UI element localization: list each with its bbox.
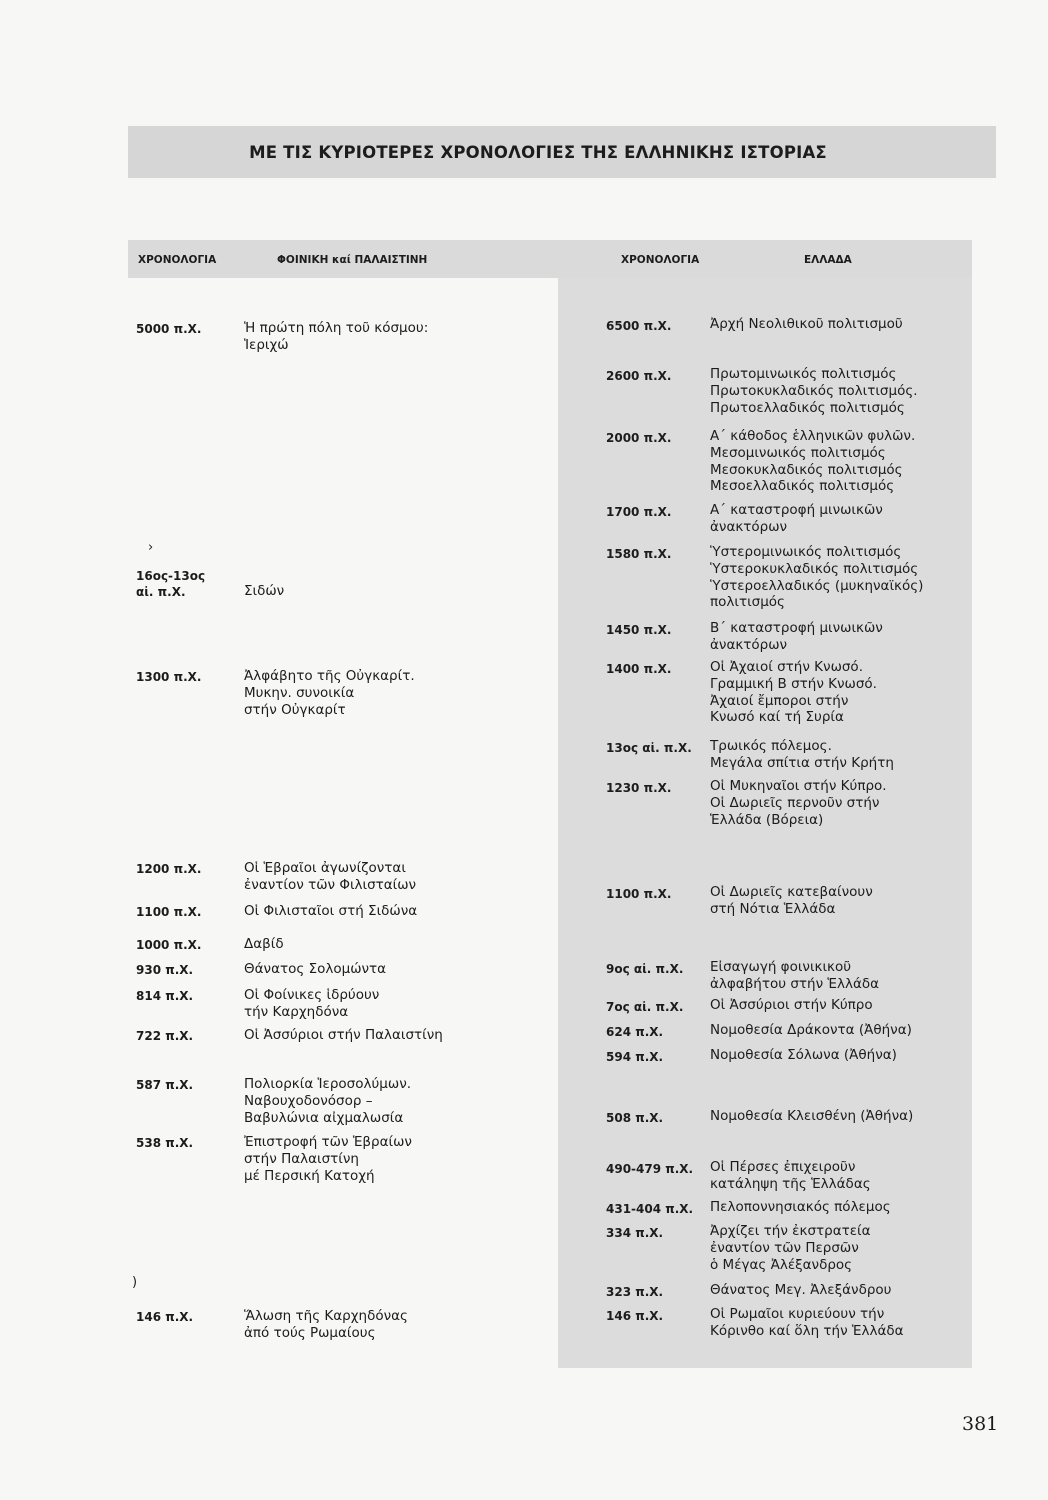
- left-date: 587 π.Χ.: [136, 1078, 194, 1092]
- right-date: 6500 π.Χ.: [606, 319, 672, 333]
- right-date: 1230 π.Χ.: [606, 781, 672, 795]
- left-date: 1100 π.Χ.: [136, 905, 202, 919]
- left-date: 1000 π.Χ.: [136, 938, 202, 952]
- page-title: ΜΕ ΤΙΣ ΚΥΡΙΟΤΕΡΕΣ ΧΡΟΝΟΛΟΓΙΕΣ ΤΗΣ ΕΛΛΗΝΙΚΗΣ ΙΣΤΟΡΙΑΣ: [249, 143, 827, 162]
- right-date: 323 π.Χ.: [606, 1285, 664, 1299]
- right-date: 2600 π.Χ.: [606, 369, 672, 383]
- header-right-region: ΕΛΛΑΔΑ: [804, 254, 852, 266]
- right-date: 431-404 π.Χ.: [606, 1202, 694, 1216]
- right-event: Οἱ Ρωμαῖοι κυριεύουν τήν Κόρινθο καί ὅλη τήν Ἑλλάδα: [710, 1306, 904, 1339]
- left-event: Οἱ Ἑβραῖοι ἀγωνίζονται ἐναντίον τῶν Φιλισταίων: [244, 860, 417, 893]
- right-event: Ἀρχή Νεολιθικοῦ πολιτισμοῦ: [710, 316, 903, 332]
- right-event: Α´ καταστροφή μινωικῶν ἀνακτόρων: [710, 502, 883, 535]
- left-event: Ἐπιστροφή τῶν Ἑβραίων στήν Παλαιστίνη μέ Περσική Κατοχή: [244, 1134, 412, 1184]
- left-date: 930 π.Χ.: [136, 963, 194, 977]
- right-date: 1580 π.Χ.: [606, 547, 672, 561]
- left-event: Σιδών: [244, 583, 285, 599]
- left-event: Ἡ πρώτη πόλη τοῦ κόσμου: Ἱεριχώ: [244, 320, 429, 353]
- right-event: Οἱ Δωριεῖς κατεβαίνουν στή Νότια Ἑλλάδα: [710, 884, 873, 917]
- right-event: Νομοθεσία Δράκοντα (Ἀθήνα): [710, 1022, 912, 1038]
- right-date: 1100 π.Χ.: [606, 887, 672, 901]
- left-date: 1200 π.Χ.: [136, 862, 202, 876]
- right-date: 146 π.Χ.: [606, 1309, 664, 1323]
- left-event: Οἱ Φιλισταῖοι στή Σιδώνα: [244, 903, 418, 919]
- right-event: Εἰσαγωγή φοινικικοῦ ἀλφαβήτου στήν Ἑλλάδα: [710, 959, 880, 992]
- right-event: Οἱ Ἀχαιοί στήν Κνωσό. Γραμμική Β στήν Κνωσό. Ἀχαιοί ἔμποροι στήν Κνωσό καί τή Συρία: [710, 659, 877, 726]
- left-date: 538 π.Χ.: [136, 1136, 194, 1150]
- right-event: Τρωικός πόλεμος. Μεγάλα σπίτια στήν Κρήτη: [710, 738, 894, 771]
- right-event: Ἀρχίζει τήν ἐκστρατεία ἐναντίον τῶν Περσῶν ὁ Μέγας Ἀλέξανδρος: [710, 1223, 871, 1273]
- right-event: Οἱ Ἀσσύριοι στήν Κύπρο: [710, 997, 873, 1013]
- right-event: Πρωτομινωικός πολιτισμός Πρωτοκυκλαδικός πολιτισμός. Πρωτοελλαδικός πολιτισμός: [710, 366, 918, 416]
- right-event: Θάνατος Μεγ. Ἀλεξάνδρου: [710, 1282, 892, 1298]
- page-number: 381: [962, 1413, 999, 1435]
- left-event: Πολιορκία Ἱεροσολύμων. Ναβουχοδονόσορ – Βαβυλώνια αἰχμαλωσία: [244, 1076, 412, 1126]
- right-event: Οἱ Πέρσες ἐπιχειροῦν κατάληψη τῆς Ἑλλάδας: [710, 1159, 871, 1192]
- left-event: Οἱ Φοίνικες ἱδρύουν τήν Καρχηδόνα: [244, 987, 380, 1020]
- right-event: Νομοθεσία Κλεισθένη (Ἀθήνα): [710, 1108, 914, 1124]
- right-event: Β´ καταστροφή μινωικῶν ἀνακτόρων: [710, 620, 883, 653]
- right-date: 594 π.Χ.: [606, 1050, 664, 1064]
- bracket-mark: ): [132, 1275, 138, 1290]
- right-event: Ὑστερομινωικός πολιτισμός Ὑστεροκυκλαδικός πολιτισμός Ὑστεροελλαδικός (μυκηναϊκός) πολιτισμός: [710, 544, 924, 611]
- right-event: Α´ κάθοδος ἑλληνικῶν φυλῶν. Μεσομινωικός πολιτισμός Μεσοκυκλαδικός πολιτισμός Μεσοελλαδικός πολιτισμός: [710, 428, 916, 495]
- right-date: 1450 π.Χ.: [606, 623, 672, 637]
- left-date: 5000 π.Χ.: [136, 322, 202, 336]
- right-date: 334 π.Χ.: [606, 1226, 664, 1240]
- left-date: 814 π.Χ.: [136, 989, 194, 1003]
- right-date: 13ος αἰ. π.Χ.: [606, 741, 692, 755]
- right-date: 7ος αἰ. π.Χ.: [606, 1000, 684, 1014]
- left-event: Θάνατος Σολομώντα: [244, 961, 387, 977]
- right-date: 624 π.Χ.: [606, 1025, 664, 1039]
- right-event: Νομοθεσία Σόλωνα (Ἀθήνα): [710, 1047, 897, 1063]
- right-event: Οἱ Μυκηναῖοι στήν Κύπρο. Οἱ Δωριεῖς περνοῦν στήν Ἑλλάδα (Βόρεια): [710, 778, 887, 828]
- right-date: 1400 π.Χ.: [606, 662, 672, 676]
- left-event: Οἱ Ἀσσύριοι στήν Παλαιστίνη: [244, 1027, 443, 1043]
- right-date: 1700 π.Χ.: [606, 505, 672, 519]
- header-left-date: ΧΡΟΝΟΛΟΓΙΑ: [138, 254, 217, 266]
- right-date: 2000 π.Χ.: [606, 431, 672, 445]
- right-date: 9ος αἰ. π.Χ.: [606, 962, 684, 976]
- header-left-region: ΦΟΙΝΙΚΗ καί ΠΑΛΑΙΣΤΙΝΗ: [277, 254, 428, 266]
- right-date: 508 π.Χ.: [606, 1111, 664, 1125]
- header-right-date: ΧΡΟΝΟΛΟΓΙΑ: [621, 254, 700, 266]
- left-date: 16ος-13ος αἰ. π.Χ.: [136, 569, 206, 599]
- left-date: 146 π.Χ.: [136, 1310, 194, 1324]
- left-event: Δαβίδ: [244, 936, 284, 952]
- left-date: 1300 π.Χ.: [136, 670, 202, 684]
- right-date: 490-479 π.Χ.: [606, 1162, 694, 1176]
- bracket-mark: ›: [148, 540, 154, 555]
- left-event: Ἀλφάβητο τῆς Οὐγκαρίτ. Μυκην. συνοικία στήν Οὐγκαρίτ: [244, 668, 415, 718]
- left-date: 722 π.Χ.: [136, 1029, 194, 1043]
- left-event: Ἅλωση τῆς Καρχηδόνας ἀπό τούς Ρωμαίους: [244, 1308, 408, 1341]
- right-event: Πελοποννησιακός πόλεμος: [710, 1199, 891, 1215]
